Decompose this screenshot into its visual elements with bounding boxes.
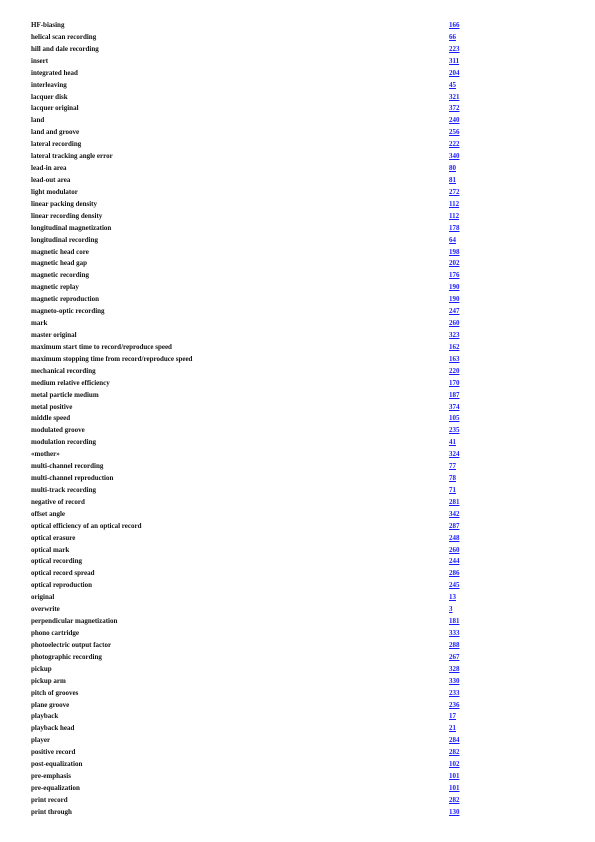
index-entry: [31, 556, 471, 568]
index-term: original: [31, 593, 55, 602]
page-number-link[interactable]: 244: [449, 557, 460, 566]
index-term: modulation recording: [31, 438, 97, 447]
index-entry: [31, 413, 471, 425]
page-number-link[interactable]: 101: [449, 784, 460, 792]
index-term: optical mark: [31, 545, 70, 554]
page-number-link[interactable]: 233: [449, 688, 460, 697]
index-entry: [31, 56, 471, 68]
index-entry: [31, 664, 471, 676]
index-term: linear packing density: [31, 199, 97, 208]
page-number-link[interactable]: 81: [449, 175, 456, 184]
index-list: [31, 20, 471, 819]
index-entry: [31, 68, 471, 80]
index-term: metal particle medium: [31, 390, 99, 399]
index-term: magnetic head core: [31, 247, 89, 256]
index-term: magneto-optic recording: [31, 307, 105, 316]
index-entry: [31, 688, 471, 700]
index-entry: [31, 258, 471, 270]
page-number-link[interactable]: 288: [449, 640, 460, 649]
page-number-link[interactable]: 130: [449, 807, 460, 816]
page-number-link[interactable]: 256: [449, 128, 460, 137]
index-entry: [31, 616, 471, 628]
index-entry: [31, 497, 471, 509]
index-entry: [31, 473, 471, 485]
index-entry: [31, 247, 471, 259]
index-entry: [31, 270, 471, 282]
index-term: perpendicular magnetization: [31, 617, 118, 626]
index-entry: [31, 115, 471, 127]
page-number-link[interactable]: 80: [449, 164, 456, 173]
index-term: metal positive: [31, 402, 73, 411]
index-term: overwrite: [31, 605, 60, 614]
index-term: longitudinal magnetization: [31, 223, 112, 232]
index-entry: [31, 521, 471, 533]
index-term: playback head: [31, 724, 75, 733]
index-term: medium relative efficiency: [31, 378, 110, 387]
page-number-link[interactable]: 284: [449, 736, 460, 745]
index-entry: [31, 187, 471, 199]
page-number-link[interactable]: 71: [449, 485, 456, 494]
index-term: playback: [31, 712, 59, 721]
page-number-link[interactable]: 41: [449, 438, 456, 447]
index-entry: [31, 533, 471, 545]
index-term: pre-emphasis: [31, 772, 71, 781]
index-entry: [31, 223, 471, 235]
index-entry: [31, 306, 471, 318]
page-number-link[interactable]: 13: [449, 593, 456, 602]
index-term: modulated groove: [31, 426, 85, 435]
index-entry: [31, 509, 471, 521]
page-number-link[interactable]: 281: [449, 497, 460, 506]
index-entry: [31, 771, 471, 783]
page-number-link[interactable]: 78: [449, 474, 456, 483]
index-term: insert: [31, 56, 49, 65]
index-term: multi-channel reproduction: [31, 474, 114, 483]
page-number-link[interactable]: 112: [449, 211, 460, 220]
index-term: lacquer original: [31, 104, 79, 113]
index-entry: [31, 735, 471, 747]
index-entry: [31, 163, 471, 175]
index-entry: [31, 175, 471, 187]
page-number-link[interactable]: 282: [449, 748, 460, 757]
page-number-link[interactable]: 267: [449, 652, 460, 661]
page-number-link[interactable]: 190: [449, 283, 460, 292]
index-term: plane groove: [31, 700, 70, 709]
index-entry: [31, 103, 471, 115]
index-entry: [31, 652, 471, 664]
page-number-link[interactable]: 64: [449, 235, 456, 244]
page-number-link[interactable]: 66: [449, 32, 456, 41]
index-entry: [31, 354, 471, 366]
index-entry: [31, 795, 471, 807]
index-entry: [31, 461, 471, 473]
page-number-link[interactable]: 202: [449, 259, 460, 268]
page-number-link[interactable]: 247: [449, 307, 460, 316]
index-term: pickup arm: [31, 676, 66, 685]
index-term: photoelectric output factor: [31, 640, 112, 649]
index-term: negative of record: [31, 497, 85, 506]
page-number-link[interactable]: 240: [449, 116, 460, 125]
index-entry: [31, 92, 471, 104]
page-number-link[interactable]: 190: [449, 295, 460, 304]
index-entry: [31, 807, 471, 819]
index-term: player: [31, 736, 51, 745]
page-number-link[interactable]: 204: [449, 68, 460, 77]
page-number-link[interactable]: 342: [449, 509, 460, 518]
page-number-link[interactable]: 287: [449, 521, 460, 530]
page-number-link[interactable]: 374: [449, 402, 460, 411]
index-entry: [31, 282, 471, 294]
index-term: light modulator: [31, 187, 78, 196]
index-term: lateral tracking angle error: [31, 152, 113, 161]
page-number-link[interactable]: 235: [449, 426, 460, 435]
index-term: lead-out area: [31, 175, 71, 184]
page-number-link[interactable]: 236: [449, 700, 460, 709]
index-term: hill and dale recording: [31, 44, 99, 53]
page-number-link[interactable]: 105: [449, 414, 460, 423]
index-entry: [31, 20, 471, 32]
index-entry: [31, 151, 471, 163]
index-term: land and groove: [31, 128, 80, 137]
index-entry: [31, 676, 471, 688]
index-entry: [31, 592, 471, 604]
index-entry: [31, 700, 471, 712]
index-term: middle speed: [31, 414, 71, 423]
index-term: pre-equalization: [31, 784, 80, 792]
index-term: lateral recording: [31, 140, 82, 149]
index-term: integrated head: [31, 68, 78, 77]
index-term: multi-track recording: [31, 485, 96, 494]
index-term: master original: [31, 330, 77, 339]
index-entry: [31, 378, 471, 390]
index-term: mechanical recording: [31, 366, 96, 375]
page-number-link[interactable]: 272: [449, 187, 460, 196]
index-term: maximum start time to record/reproduce speed: [31, 342, 172, 351]
index-entry: [31, 711, 471, 723]
index-term: offset angle: [31, 509, 66, 518]
page-number-link[interactable]: 223: [449, 44, 460, 53]
index-entry: [31, 783, 471, 795]
index-term: magnetic replay: [31, 283, 79, 292]
page-number-link[interactable]: 248: [449, 533, 460, 542]
page-number-link[interactable]: 112: [449, 199, 460, 208]
index-term: land: [31, 116, 45, 125]
page-number-link[interactable]: 245: [449, 581, 460, 590]
page-number-link[interactable]: 222: [449, 140, 460, 149]
index-entry: [31, 545, 471, 557]
index-entry: [31, 80, 471, 92]
index-entry: [31, 318, 471, 330]
page-number-link[interactable]: 162: [449, 342, 460, 351]
index-entry: [31, 330, 471, 342]
index-entry: [31, 723, 471, 735]
index-term: interleaving: [31, 80, 67, 89]
index-term: print record: [31, 795, 68, 804]
index-entry: [31, 199, 471, 211]
page-number-link[interactable]: 260: [449, 545, 460, 554]
index-entry: [31, 390, 471, 402]
index-entry: [31, 127, 471, 139]
index-entry: [31, 628, 471, 640]
page-number-link[interactable]: 330: [449, 676, 460, 685]
page-number-link[interactable]: 163: [449, 354, 460, 363]
index-term: pitch of grooves: [31, 688, 79, 697]
index-entry: [31, 425, 471, 437]
index-term: mark: [31, 319, 48, 328]
page-number-link[interactable]: 101: [449, 772, 460, 781]
page-number-link[interactable]: 321: [449, 92, 460, 101]
index-term: optical recording: [31, 557, 83, 566]
page-number-link[interactable]: 260: [449, 319, 460, 328]
index-entry: [31, 139, 471, 151]
index-entry: [31, 32, 471, 44]
index-entry: [31, 580, 471, 592]
index-entry: [31, 485, 471, 497]
index-term: longitudinal recording: [31, 235, 98, 244]
index-entry: [31, 437, 471, 449]
page-number-link[interactable]: 102: [449, 760, 460, 769]
page-number-link[interactable]: 198: [449, 247, 460, 256]
index-term: optical efficiency of an optical record: [31, 521, 142, 530]
index-term: multi-channel recording: [31, 462, 104, 471]
index-term: «mother»: [31, 450, 60, 459]
page-number-link[interactable]: 220: [449, 366, 460, 375]
index-term: lacquer disk: [31, 92, 68, 101]
index-entry: [31, 640, 471, 652]
index-term: pickup: [31, 664, 52, 673]
index-term: optical record spread: [31, 569, 95, 578]
index-term: magnetic reproduction: [31, 295, 99, 304]
index-entry: [31, 402, 471, 414]
index-entry: [31, 44, 471, 56]
page-number-link[interactable]: 21: [449, 724, 456, 733]
page-number-link[interactable]: 166: [449, 21, 460, 29]
index-entry: [31, 759, 471, 771]
page-number-link[interactable]: 311: [449, 56, 460, 65]
index-entry: [31, 342, 471, 354]
index-term: helical scan recording: [31, 32, 97, 41]
page-number-link[interactable]: 77: [449, 462, 456, 471]
page-number-link[interactable]: 324: [449, 450, 460, 459]
index-term: linear recording density: [31, 211, 103, 220]
page-number-link[interactable]: 17: [449, 712, 456, 721]
index-term: magnetic recording: [31, 271, 89, 280]
page-number-link[interactable]: 187: [449, 390, 460, 399]
index-entry: [31, 747, 471, 759]
page-number-link[interactable]: 372: [449, 104, 460, 113]
index-entry: [31, 366, 471, 378]
index-term: photographic recording: [31, 652, 102, 661]
index-entry: [31, 235, 471, 247]
index-entry: [31, 604, 471, 616]
index-entry: [31, 449, 471, 461]
index-term: post-equalization: [31, 760, 83, 769]
page-number-link[interactable]: 286: [449, 569, 460, 578]
page-number-link[interactable]: 181: [449, 617, 460, 626]
page-number-link[interactable]: 333: [449, 629, 460, 638]
index-term: magnetic head gap: [31, 259, 87, 268]
index-term: phono cartridge: [31, 629, 80, 638]
page-number-link[interactable]: 340: [449, 152, 460, 161]
index-entry: [31, 568, 471, 580]
index-entry: [31, 294, 471, 306]
page-number-link[interactable]: 170: [449, 378, 460, 387]
page-number-link[interactable]: 328: [449, 664, 460, 673]
page-number-link[interactable]: 45: [449, 80, 456, 89]
index-entry: [31, 211, 471, 223]
index-term: print through: [31, 807, 72, 816]
index-term: lead-in area: [31, 164, 67, 173]
page-number-link[interactable]: 3: [449, 605, 453, 614]
index-term: optical erasure: [31, 533, 76, 542]
index-term: HF-biasing: [31, 21, 65, 29]
index-term: positive record: [31, 748, 76, 757]
page-number-link[interactable]: 323: [449, 330, 460, 339]
page-number-link[interactable]: 282: [449, 795, 460, 804]
page-number-link[interactable]: 178: [449, 223, 460, 232]
index-term: optical reproduction: [31, 581, 92, 590]
index-term: maximum stopping time from record/reproduce speed: [31, 354, 193, 363]
page-number-link[interactable]: 176: [449, 271, 460, 280]
